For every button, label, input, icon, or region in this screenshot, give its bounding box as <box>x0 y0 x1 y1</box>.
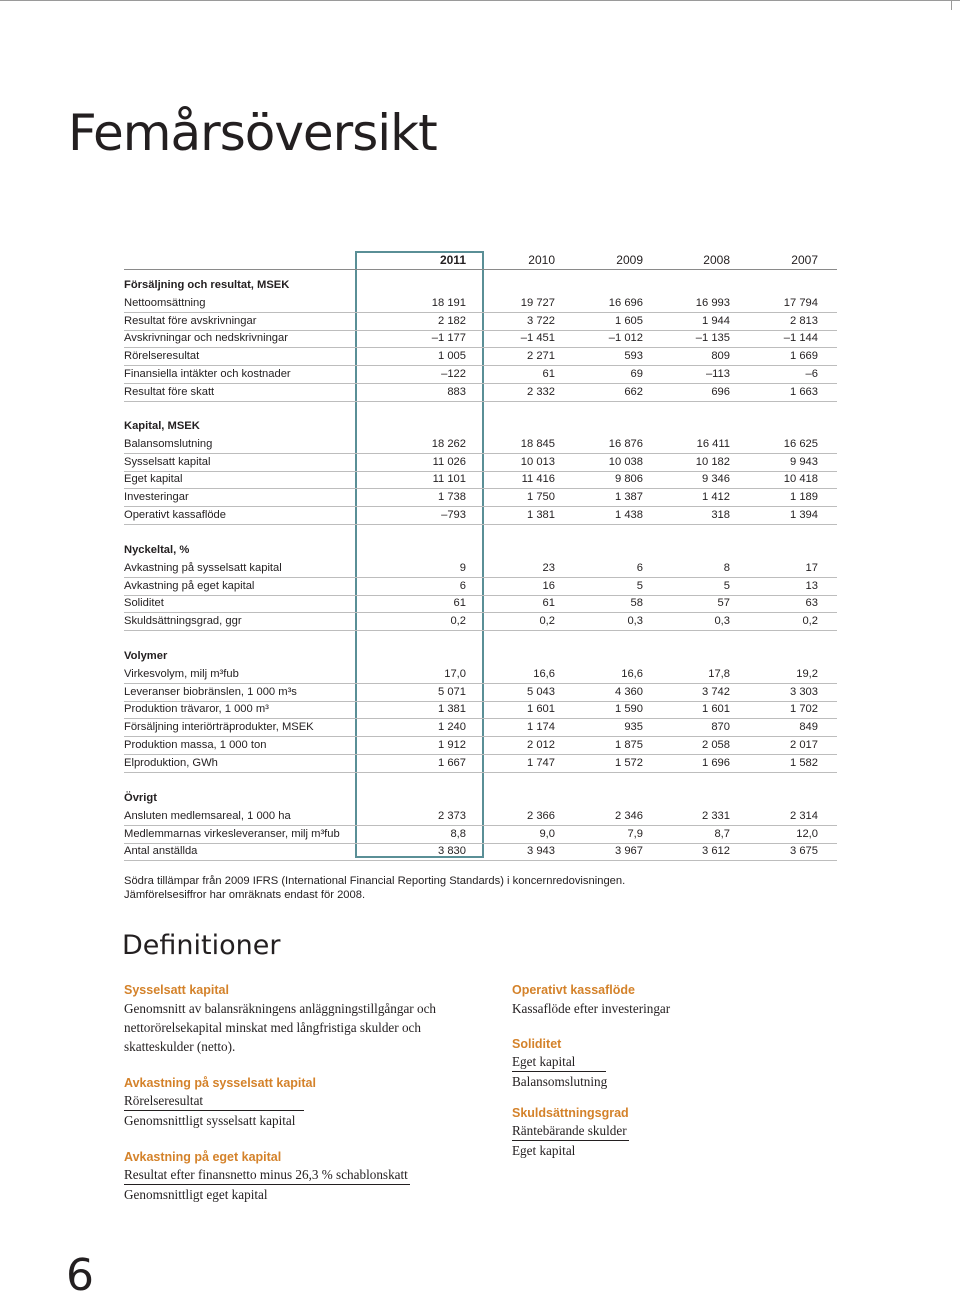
row-value: 63 <box>805 597 818 610</box>
row-value: 16 876 <box>608 437 643 450</box>
row-value: 1 605 <box>615 314 643 327</box>
row-value: 13 <box>805 579 818 592</box>
row-value: 4 360 <box>615 685 643 698</box>
row-label: Resultat före avskrivningar <box>124 314 257 327</box>
table-row <box>124 436 837 454</box>
definition-denominator: Balansomslutning <box>512 1074 608 1089</box>
row-value: 0,3 <box>714 615 730 628</box>
definition-soliditet <box>512 1036 812 1091</box>
table-row <box>124 843 837 861</box>
section-heading: Försäljning och resultat, MSEK <box>124 279 290 291</box>
definition-denominator: Genomsnittligt sysselsatt kapital <box>124 1113 296 1128</box>
row-value: 696 <box>711 385 730 398</box>
section-heading-row <box>124 790 837 807</box>
section-heading: Kapital, MSEK <box>124 420 200 432</box>
row-value: –113 <box>705 368 730 380</box>
row-value: 61 <box>542 597 555 610</box>
section-heading-row <box>124 418 837 435</box>
row-value: 0,2 <box>802 615 818 628</box>
row-value: 61 <box>542 368 555 380</box>
row-value: 1 394 <box>790 509 818 521</box>
row-value: 17 794 <box>783 296 818 309</box>
row-label: Antal anställda <box>124 845 198 858</box>
row-value: –122 <box>441 368 466 380</box>
definition-heading: Soliditet <box>512 1037 562 1051</box>
row-value: 16,6 <box>533 667 555 680</box>
row-value: 16,6 <box>621 667 643 680</box>
section-heading-row <box>124 648 837 665</box>
footnote <box>124 874 724 902</box>
row-value: 1 174 <box>527 721 555 734</box>
definition-heading: Sysselsatt kapital <box>124 983 229 997</box>
definition-numerator: Rörelseresultat <box>124 1092 304 1111</box>
row-value: 5 <box>636 579 643 592</box>
row-value: –1 135 <box>695 332 730 345</box>
row-value: 1 240 <box>438 721 466 734</box>
row-value: 1 387 <box>615 491 643 504</box>
row-value: 12,0 <box>796 827 818 840</box>
row-value: 2 314 <box>790 809 818 822</box>
row-value: 1 590 <box>615 703 643 716</box>
table-row <box>124 578 837 596</box>
definition-text: Genomsnitt av balansräkningens anläggningstillgångar och nettorörelsekapital minskat med långfristiga skulder och skatteskulder (netto). <box>124 1001 437 1054</box>
row-value: 61 <box>453 597 466 610</box>
row-value: 0,3 <box>627 615 643 628</box>
row-value: 2 332 <box>527 385 555 398</box>
table-row <box>124 701 837 719</box>
footnote-line: Södra tillämpar från 2009 IFRS (International Financial Reporting Standards) i koncernredovisningen. <box>124 875 626 887</box>
row-value: 2 271 <box>527 350 555 363</box>
row-value: 18 191 <box>431 296 466 309</box>
year-header: 2009 <box>616 253 643 267</box>
page-number: 6 <box>66 1250 94 1301</box>
row-value: 18 262 <box>431 437 466 450</box>
row-value: –1 451 <box>520 332 555 345</box>
row-value: 1 875 <box>615 739 643 751</box>
table-row <box>124 384 837 402</box>
row-value: 2 182 <box>438 314 466 327</box>
table-row <box>124 489 837 507</box>
row-value: –1 012 <box>608 332 643 345</box>
row-value: 1 005 <box>438 350 466 363</box>
row-value: 8,7 <box>714 827 730 840</box>
row-value: 9 943 <box>790 455 818 468</box>
page-title: Femårsöversikt <box>68 104 437 162</box>
table-row <box>124 719 837 737</box>
row-label: Resultat före skatt <box>124 385 215 398</box>
row-value: 1 738 <box>438 491 466 504</box>
definition-heading: Avkastning på eget kapital <box>124 1150 282 1164</box>
definition-numerator: Räntebärande skulder <box>512 1122 629 1141</box>
row-value: 2 346 <box>615 809 643 822</box>
row-value: 8,8 <box>450 827 466 840</box>
row-value: 16 <box>542 579 555 592</box>
row-label: Elproduktion, GWh <box>124 756 218 769</box>
row-value: 1 381 <box>527 509 555 521</box>
definition-heading: Skuldsättningsgrad <box>512 1106 629 1120</box>
row-value: 16 696 <box>608 296 643 309</box>
table-row <box>124 560 837 578</box>
row-value: 593 <box>624 350 643 363</box>
row-value: 5 <box>723 579 730 592</box>
row-value: –1 144 <box>783 332 818 345</box>
row-value: 2 058 <box>702 739 730 751</box>
table-row <box>124 613 837 631</box>
row-value: 11 416 <box>521 473 555 486</box>
section-heading-row <box>124 277 837 294</box>
row-value: 5 043 <box>527 685 555 698</box>
row-value: 0,2 <box>539 615 555 628</box>
section-heading: Övrigt <box>124 792 157 804</box>
row-label: Investeringar <box>124 491 189 504</box>
definition-numerator: Eget kapital <box>512 1053 606 1072</box>
row-value: 2 366 <box>527 809 555 822</box>
row-value: 11 026 <box>432 455 466 468</box>
row-label: Eget kapital <box>124 473 183 486</box>
row-label: Avskrivningar och nedskrivningar <box>124 332 288 345</box>
table-row <box>124 755 837 773</box>
year-header: 2010 <box>528 253 555 267</box>
section-heading: Volymer <box>124 650 168 662</box>
row-value: 1 702 <box>790 703 818 716</box>
row-label: Avkastning på sysselsatt kapital <box>124 561 282 574</box>
table-row <box>124 666 837 684</box>
definition-skuldsattningsgrad <box>512 1105 812 1160</box>
definition-avkastning-eget <box>124 1149 469 1204</box>
row-value: 69 <box>630 368 643 380</box>
row-value: 2 331 <box>702 809 730 822</box>
section-heading-row <box>124 542 837 559</box>
row-value: 3 830 <box>438 845 466 858</box>
table-row <box>124 330 837 348</box>
row-value: 16 993 <box>695 296 730 309</box>
definition-text: Kassaflöde efter investeringar <box>512 1001 671 1016</box>
row-label: Ansluten medlemsareal, 1 000 ha <box>124 809 291 822</box>
row-value: 3 612 <box>702 845 730 858</box>
row-value: 2 813 <box>790 314 818 327</box>
row-value: 1 582 <box>790 756 818 769</box>
row-label: Skuldsättningsgrad, ggr <box>124 615 242 628</box>
definition-sysselsatt-kapital <box>124 982 469 1056</box>
table-row <box>124 471 837 489</box>
table-row <box>124 454 837 472</box>
definition-denominator: Eget kapital <box>512 1143 576 1158</box>
row-value: 19 727 <box>520 296 555 309</box>
year-header-row <box>124 252 837 270</box>
row-value: –6 <box>805 368 818 380</box>
row-value: 16 625 <box>783 437 818 450</box>
row-value: 10 013 <box>520 455 555 468</box>
row-value: 318 <box>711 509 730 521</box>
row-value: 1 189 <box>790 491 818 504</box>
table-row <box>124 595 837 613</box>
row-value: 58 <box>630 597 643 610</box>
row-label: Leveranser biobränslen, 1 000 m³s <box>124 685 297 698</box>
row-value: 849 <box>799 721 818 734</box>
row-value: 1 912 <box>438 739 466 751</box>
footnote-line: Jämförelsesiffror har omräknats endast för 2008. <box>124 889 366 901</box>
row-value: –793 <box>441 509 466 521</box>
row-label: Avkastning på eget kapital <box>124 579 255 592</box>
row-value: 17,0 <box>444 667 466 680</box>
top-rule <box>0 0 960 1</box>
table-row <box>124 808 837 826</box>
row-value: 0,2 <box>450 615 466 628</box>
row-value: 1 747 <box>527 756 555 769</box>
row-value: 57 <box>717 597 730 610</box>
row-value: 16 411 <box>696 437 730 450</box>
row-value: 9 806 <box>615 473 643 486</box>
row-label: Virkesvolym, milj m³fub <box>124 667 239 680</box>
definition-heading: Operativt kassaflöde <box>512 983 635 997</box>
row-value: 1 750 <box>527 491 555 504</box>
row-label: Rörelseresultat <box>124 350 200 363</box>
row-value: 935 <box>624 721 643 734</box>
row-value: 9,0 <box>539 827 555 840</box>
row-value: 3 303 <box>790 685 818 698</box>
row-value: 3 675 <box>790 845 818 858</box>
definition-heading: Avkastning på sysselsatt kapital <box>124 1076 316 1090</box>
row-value: 1 663 <box>790 385 818 398</box>
row-value: 2 012 <box>527 739 555 751</box>
row-value: 1 438 <box>615 509 643 521</box>
table-row <box>124 684 837 702</box>
row-value: 1 572 <box>615 756 643 769</box>
year-header: 2007 <box>791 253 818 267</box>
row-value: 23 <box>542 561 555 574</box>
row-label: Försäljning interiörträprodukter, MSEK <box>124 721 314 734</box>
row-label: Soliditet <box>124 597 164 610</box>
definition-avkastning-sysselsatt <box>124 1075 469 1130</box>
row-value: 809 <box>711 350 730 363</box>
row-value: 1 944 <box>702 314 730 327</box>
row-value: 10 418 <box>783 473 818 486</box>
row-value: 1 412 <box>702 491 730 504</box>
table-row <box>124 313 837 331</box>
row-value: 1 601 <box>527 703 555 716</box>
row-value: 5 071 <box>438 685 466 698</box>
definition-operativt-kassaflode <box>512 982 812 1018</box>
table-row <box>124 737 837 755</box>
row-value: 11 101 <box>432 473 466 486</box>
section-heading: Nyckeltal, % <box>124 544 190 556</box>
row-value: 7,9 <box>627 827 643 840</box>
row-value: –1 177 <box>431 332 466 345</box>
definition-denominator: Genomsnittligt eget kapital <box>124 1187 268 1202</box>
row-value: 1 601 <box>702 703 730 716</box>
row-value: 870 <box>711 721 730 734</box>
table-row <box>124 348 837 366</box>
row-value: 6 <box>459 579 466 592</box>
row-label: Sysselsatt kapital <box>124 455 211 468</box>
row-label: Medlemmarnas virkesleveranser, milj m³fub <box>124 827 340 840</box>
row-label: Operativt kassaflöde <box>124 509 226 521</box>
row-value: 8 <box>723 561 730 574</box>
row-value: 9 346 <box>702 473 730 486</box>
year-header: 2011 <box>439 253 466 267</box>
row-label: Produktion massa, 1 000 ton <box>124 739 267 751</box>
row-value: 2 017 <box>790 739 818 751</box>
row-value: 3 742 <box>702 685 730 698</box>
row-value: 1 696 <box>702 756 730 769</box>
table-row <box>124 826 837 844</box>
row-value: 19,2 <box>796 667 818 680</box>
row-value: 10 038 <box>608 455 643 468</box>
row-value: 10 182 <box>695 455 730 468</box>
row-value: 2 373 <box>438 809 466 822</box>
row-value: 9 <box>459 561 466 574</box>
row-value: 6 <box>636 561 643 574</box>
row-label: Produktion trävaror, 1 000 m³ <box>124 703 269 716</box>
crop-mark <box>951 0 952 10</box>
row-value: 1 381 <box>438 703 466 716</box>
row-value: 17 <box>805 561 818 574</box>
row-value: 17,8 <box>708 667 730 680</box>
row-value: 3 943 <box>527 845 555 858</box>
row-value: 662 <box>624 385 643 398</box>
table-row <box>124 507 837 525</box>
row-label: Nettoomsättning <box>124 296 206 309</box>
row-value: 883 <box>447 385 466 398</box>
year-header: 2008 <box>703 253 730 267</box>
definition-numerator: Resultat efter finansnetto minus 26,3 % schablonskatt <box>124 1166 410 1185</box>
row-value: 1 667 <box>438 756 466 769</box>
definitions-title: Definitioner <box>122 930 281 961</box>
row-value: 1 669 <box>790 350 818 363</box>
row-value: 3 967 <box>615 845 643 858</box>
row-value: 3 722 <box>527 314 555 327</box>
row-value: 18 845 <box>520 437 555 450</box>
row-label: Finansiella intäkter och kostnader <box>124 368 291 380</box>
row-label: Balansomslutning <box>124 437 213 450</box>
table-row <box>124 295 837 313</box>
table-row <box>124 366 837 384</box>
